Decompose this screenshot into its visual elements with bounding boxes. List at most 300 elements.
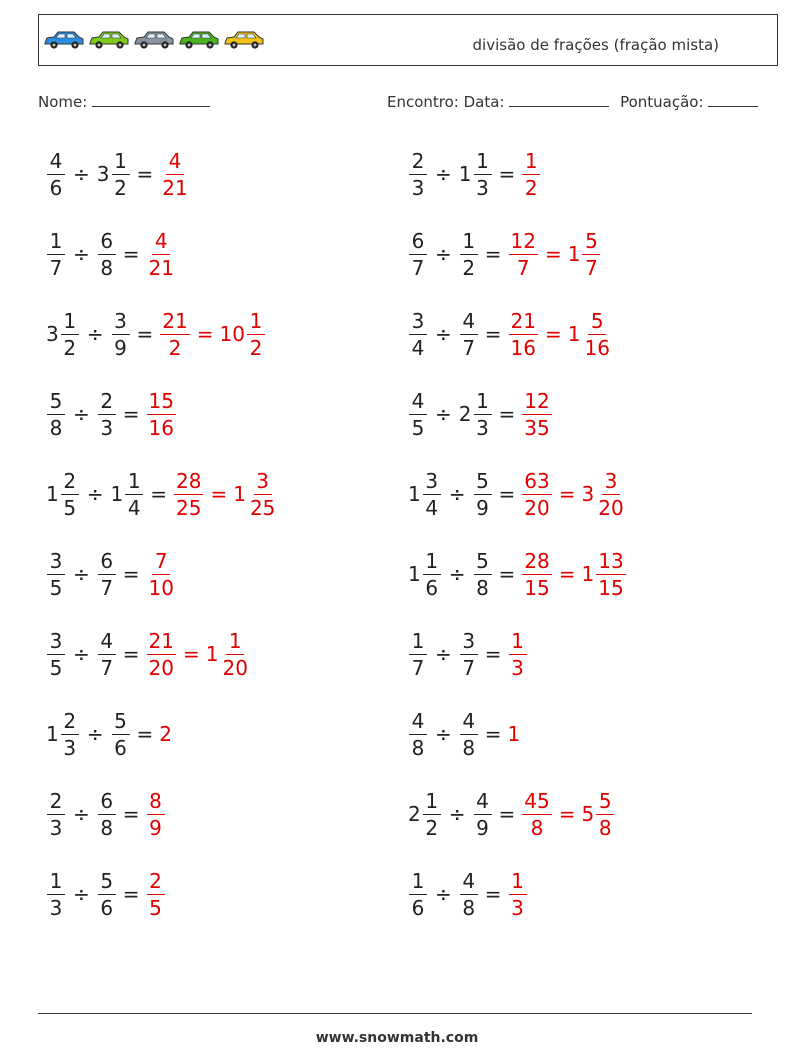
score-blank <box>708 92 758 107</box>
answer-fraction <box>596 468 625 520</box>
dividend-fraction <box>47 148 65 200</box>
car-icon <box>88 29 130 51</box>
answer-numerator: 21 <box>148 628 174 653</box>
dividend-numerator: 3 <box>423 471 441 495</box>
divide-sign: ÷ <box>86 322 104 346</box>
answer <box>205 628 251 680</box>
dividend-numerator: 1 <box>47 871 65 895</box>
equals-sign: = <box>558 482 576 506</box>
answer <box>508 308 539 360</box>
equals-sign: = <box>122 402 140 426</box>
car-icon <box>223 29 265 51</box>
dividend-whole: 1 <box>408 562 421 586</box>
divisor-denominator: 6 <box>114 735 127 760</box>
divisor-denominator: 8 <box>100 255 114 280</box>
divisor-numerator: 1 <box>474 151 492 175</box>
divisor-fraction <box>474 388 492 440</box>
equals-sign: = <box>558 562 576 586</box>
dividend-numerator: 4 <box>47 151 65 175</box>
answer-denominator: 20 <box>598 495 624 520</box>
problem-item <box>46 224 177 284</box>
equals-sign: = <box>544 242 562 266</box>
divisor-fraction <box>460 628 478 680</box>
dividend-numerator: 3 <box>47 631 65 655</box>
answer-fraction <box>247 308 265 360</box>
dividend-numerator: 2 <box>61 471 79 495</box>
equals-sign: = <box>196 322 214 346</box>
name-row <box>38 92 210 111</box>
score-label: Pontuação: <box>620 93 704 111</box>
dividend-fraction <box>61 468 79 520</box>
answer-fraction <box>509 228 538 280</box>
answer-denominator: 7 <box>516 255 530 280</box>
answer <box>233 468 278 520</box>
divisor-numerator: 1 <box>125 471 143 495</box>
car-icon <box>43 29 85 51</box>
equals-sign: = <box>484 642 502 666</box>
divisor-numerator: 4 <box>474 791 492 815</box>
divisor-fraction <box>112 708 130 760</box>
divide-sign: ÷ <box>73 642 90 666</box>
dividend-denominator: 3 <box>63 735 77 760</box>
divisor-denominator: 7 <box>100 575 114 600</box>
answer-fraction <box>248 468 277 520</box>
equals-sign: = <box>150 482 167 506</box>
equals-sign: = <box>484 322 502 346</box>
answer-fraction <box>596 788 614 840</box>
answer <box>581 548 626 600</box>
worksheet-title: divisão de frações (fração mista) <box>472 36 719 54</box>
answer-numerator: 2 <box>147 871 165 895</box>
answer-denominator: 2 <box>249 335 263 360</box>
divisor-numerator: 5 <box>474 471 492 495</box>
answer-numerator: 1 <box>522 151 540 175</box>
answer-denominator: 8 <box>530 815 544 840</box>
dividend-numerator: 5 <box>47 391 65 415</box>
problem-item <box>408 304 613 364</box>
problem-item <box>408 624 528 684</box>
dividend-fraction <box>47 788 65 840</box>
problem-item <box>408 704 521 764</box>
dividend-denominator: 8 <box>411 735 425 760</box>
answer-numerator: 3 <box>254 471 272 495</box>
dividend-numerator: 3 <box>47 551 65 575</box>
problem-item <box>46 784 166 844</box>
problem-item <box>408 864 528 924</box>
divisor-fraction <box>460 228 478 280</box>
equals-sign: = <box>484 242 502 266</box>
divisor-numerator: 6 <box>98 551 116 575</box>
answer-fraction <box>582 308 611 360</box>
equals-sign: = <box>544 322 562 346</box>
answer-denominator: 7 <box>585 255 598 280</box>
answer-numerator: 21 <box>510 308 536 333</box>
footer-site: www.snowmath.com <box>315 1030 479 1046</box>
answer-fraction <box>522 548 551 600</box>
divisor-numerator: 4 <box>460 871 478 895</box>
divide-sign: ÷ <box>73 162 90 186</box>
answer <box>581 788 615 840</box>
divisor-denominator: 2 <box>462 255 476 280</box>
problem-item <box>46 864 166 924</box>
divisor-denominator: 8 <box>100 815 114 840</box>
answer-numerator: 5 <box>588 311 606 335</box>
problem-item <box>46 384 177 444</box>
problem-item <box>408 784 615 844</box>
answer-denominator: 2 <box>524 175 538 200</box>
divisor-numerator: 4 <box>98 631 116 655</box>
equals-sign: = <box>122 882 140 906</box>
answer-numerator: 7 <box>152 551 170 575</box>
date-score-row <box>387 92 758 111</box>
answer-whole: 5 <box>581 802 595 826</box>
answer-numerator: 13 <box>598 548 624 573</box>
date-blank <box>509 92 609 107</box>
problem-item <box>46 704 173 764</box>
answer-numerator: 12 <box>524 388 550 413</box>
dividend-numerator: 4 <box>409 391 427 415</box>
answer <box>146 788 166 840</box>
answer-denominator: 3 <box>511 655 524 680</box>
divisor-fraction <box>125 468 143 520</box>
answer <box>508 228 539 280</box>
divisor-denominator: 9 <box>114 335 127 360</box>
divide-sign: ÷ <box>435 882 452 906</box>
dividend-fraction <box>423 788 441 840</box>
name-blank <box>92 92 210 107</box>
divisor-numerator: 1 <box>112 151 130 175</box>
encounter-date-label: Encontro: Data: <box>387 93 505 111</box>
dividend-denominator: 6 <box>425 575 439 600</box>
divisor-whole: 1 <box>110 482 124 506</box>
divisor-fraction <box>474 548 492 600</box>
divisor-numerator: 5 <box>98 871 116 895</box>
answer <box>219 308 265 360</box>
answer-whole: 1 <box>205 642 219 666</box>
answer <box>567 228 602 280</box>
answer-numerator: 3 <box>602 471 620 495</box>
divisor-denominator: 8 <box>476 575 489 600</box>
dividend-numerator: 4 <box>409 711 427 735</box>
answer <box>508 868 528 920</box>
divisor-fraction <box>460 868 478 920</box>
divisor-denominator: 8 <box>462 735 476 760</box>
dividend-fraction <box>409 308 427 360</box>
dividend-fraction <box>47 388 65 440</box>
dividend-fraction <box>409 388 427 440</box>
divisor-fraction <box>112 308 130 360</box>
divide-sign: ÷ <box>86 482 104 506</box>
answer <box>521 148 541 200</box>
divide-sign: ÷ <box>435 642 452 666</box>
answer-whole: 1 <box>233 482 246 506</box>
dividend-fraction <box>409 148 427 200</box>
divisor-numerator: 4 <box>460 311 478 335</box>
answer-numerator: 1 <box>509 871 527 895</box>
answer-numerator: 15 <box>148 388 174 413</box>
answer <box>146 228 177 280</box>
equals-sign: = <box>498 802 516 826</box>
equals-sign: = <box>122 642 140 666</box>
answer-fraction <box>509 868 527 920</box>
divisor-fraction <box>112 148 130 200</box>
dividend-denominator: 3 <box>411 175 425 200</box>
equals-sign: = <box>484 722 502 746</box>
answer-fraction <box>522 388 551 440</box>
answer-denominator: 25 <box>176 495 202 520</box>
answer-denominator: 2 <box>168 335 182 360</box>
dividend-whole: 2 <box>408 802 421 826</box>
problem-item <box>408 544 627 604</box>
problem-item <box>408 464 627 524</box>
dividend-denominator: 5 <box>49 575 63 600</box>
answer <box>521 388 552 440</box>
answer <box>173 468 204 520</box>
dividend-denominator: 2 <box>425 815 439 840</box>
equals-sign: = <box>122 242 140 266</box>
problem-item <box>46 304 266 364</box>
divisor-denominator: 7 <box>462 335 476 360</box>
answer-denominator: 21 <box>148 255 174 280</box>
divisor-denominator: 7 <box>462 655 476 680</box>
divide-sign: ÷ <box>448 802 466 826</box>
divisor-denominator: 7 <box>100 655 114 680</box>
answer-denominator: 5 <box>149 895 162 920</box>
divisor-fraction <box>98 548 116 600</box>
dividend-fraction <box>423 468 441 520</box>
divide-sign: ÷ <box>435 322 452 346</box>
equals-sign: = <box>210 482 228 506</box>
answer-numerator: 5 <box>596 791 614 815</box>
answer-numerator: 28 <box>524 548 550 573</box>
car-icons <box>43 29 265 51</box>
answer-numerator: 63 <box>524 468 550 493</box>
divide-sign: ÷ <box>86 722 104 746</box>
answer <box>508 722 522 746</box>
footer-divider <box>38 1013 752 1014</box>
divisor-fraction <box>98 788 116 840</box>
dividend-denominator: 7 <box>411 255 425 280</box>
answer-whole: 3 <box>581 482 595 506</box>
answer <box>146 548 177 600</box>
answer <box>159 148 190 200</box>
answer-fraction <box>147 868 165 920</box>
problem-item <box>408 224 601 284</box>
divide-sign: ÷ <box>435 402 452 426</box>
divisor-denominator: 6 <box>100 895 114 920</box>
answer-numerator: 1 <box>509 631 527 655</box>
divisor-denominator: 8 <box>462 895 476 920</box>
answer-denominator: 10 <box>148 575 174 600</box>
answer-denominator: 15 <box>524 575 550 600</box>
answer-fraction <box>522 468 551 520</box>
dividend-numerator: 6 <box>409 231 427 255</box>
problem-item <box>46 624 251 684</box>
dividend-denominator: 3 <box>49 815 63 840</box>
divisor-denominator: 3 <box>476 175 489 200</box>
answer <box>521 548 552 600</box>
equals-sign: = <box>136 722 154 746</box>
worksheet-header <box>38 14 778 66</box>
dividend-fraction <box>47 548 65 600</box>
equals-sign: = <box>558 802 576 826</box>
answer-fraction <box>596 548 625 600</box>
answer-whole: 1 <box>567 242 581 266</box>
answer-fraction <box>160 148 189 200</box>
answer-denominator: 16 <box>584 335 610 360</box>
divisor-denominator: 9 <box>476 495 489 520</box>
answer-denominator: 25 <box>249 495 276 520</box>
answer-whole: 1 <box>507 722 521 746</box>
answer-whole: 10 <box>219 322 245 346</box>
dividend-fraction <box>409 868 427 920</box>
answer <box>567 308 613 360</box>
answer-fraction <box>522 148 540 200</box>
equals-sign: = <box>484 882 502 906</box>
dividend-denominator: 7 <box>411 655 425 680</box>
divide-sign: ÷ <box>435 162 452 186</box>
answer <box>508 628 528 680</box>
dividend-denominator: 5 <box>49 655 63 680</box>
dividend-denominator: 4 <box>425 495 439 520</box>
divisor-whole: 2 <box>458 402 472 426</box>
answer-numerator: 8 <box>147 791 165 815</box>
divide-sign: ÷ <box>73 882 90 906</box>
answer-denominator: 15 <box>598 575 624 600</box>
equals-sign: = <box>122 802 140 826</box>
answer-denominator: 3 <box>511 895 524 920</box>
answer-numerator: 4 <box>152 231 170 255</box>
divisor-fraction <box>98 628 116 680</box>
divisor-numerator: 5 <box>112 711 130 735</box>
answer-denominator: 35 <box>524 415 550 440</box>
answer-numerator: 4 <box>166 151 184 175</box>
dividend-denominator: 2 <box>63 335 77 360</box>
divisor-numerator: 3 <box>112 311 130 335</box>
answer-fraction <box>147 388 176 440</box>
divisor-numerator: 6 <box>98 231 116 255</box>
dividend-fraction <box>409 628 427 680</box>
dividend-numerator: 3 <box>409 311 427 335</box>
answer-whole: 2 <box>159 722 172 746</box>
divisor-fraction <box>474 148 492 200</box>
answer-fraction <box>147 628 176 680</box>
answer-denominator: 16 <box>148 415 174 440</box>
answer-fraction <box>147 228 176 280</box>
divisor-fraction <box>460 708 478 760</box>
dividend-numerator: 2 <box>47 791 65 815</box>
answer-numerator: 21 <box>162 308 188 333</box>
dividend-fraction <box>61 308 79 360</box>
divisor-denominator: 2 <box>114 175 127 200</box>
answer-fraction <box>220 628 249 680</box>
equals-sign: = <box>136 322 154 346</box>
dividend-denominator: 4 <box>411 335 425 360</box>
answer <box>581 468 626 520</box>
divide-sign: ÷ <box>435 242 452 266</box>
divisor-fraction <box>474 468 492 520</box>
dividend-whole: 1 <box>46 722 59 746</box>
answer-numerator: 28 <box>176 468 202 493</box>
answer-denominator: 20 <box>222 655 248 680</box>
divisor-denominator: 3 <box>100 415 114 440</box>
answer-fraction <box>509 628 527 680</box>
name-label: Nome: <box>38 93 88 111</box>
dividend-denominator: 6 <box>411 895 425 920</box>
dividend-whole: 3 <box>46 322 59 346</box>
dividend-denominator: 5 <box>63 495 77 520</box>
divisor-numerator: 4 <box>460 711 478 735</box>
divisor-numerator: 3 <box>460 631 478 655</box>
dividend-numerator: 1 <box>409 631 427 655</box>
dividend-fraction <box>409 708 427 760</box>
divisor-numerator: 5 <box>474 551 492 575</box>
divisor-fraction <box>98 228 116 280</box>
divisor-fraction <box>474 788 492 840</box>
dividend-fraction <box>47 228 65 280</box>
answer-whole: 1 <box>567 322 581 346</box>
dividend-fraction <box>47 628 65 680</box>
divisor-denominator: 4 <box>127 495 141 520</box>
equals-sign: = <box>498 562 516 586</box>
answer <box>146 628 177 680</box>
dividend-numerator: 2 <box>61 711 79 735</box>
divide-sign: ÷ <box>73 802 90 826</box>
divisor-numerator: 2 <box>98 391 116 415</box>
equals-sign: = <box>498 402 516 426</box>
dividend-denominator: 8 <box>49 415 63 440</box>
divisor-numerator: 1 <box>460 231 478 255</box>
divisor-fraction <box>98 868 116 920</box>
divisor-whole: 1 <box>458 162 472 186</box>
problem-item <box>46 464 278 524</box>
answer <box>146 868 166 920</box>
problem-item <box>408 384 553 444</box>
answer-fraction <box>509 308 538 360</box>
dividend-denominator: 7 <box>49 255 63 280</box>
divisor-fraction <box>98 388 116 440</box>
dividend-fraction <box>47 868 65 920</box>
dividend-fraction <box>423 548 441 600</box>
dividend-numerator: 1 <box>423 551 441 575</box>
answer-denominator: 9 <box>149 815 162 840</box>
dividend-numerator: 1 <box>47 231 65 255</box>
answer-denominator: 16 <box>510 335 536 360</box>
answer-fraction <box>522 788 551 840</box>
dividend-numerator: 1 <box>61 311 79 335</box>
dividend-numerator: 1 <box>409 871 427 895</box>
car-icon <box>178 29 220 51</box>
equals-sign: = <box>498 162 516 186</box>
answer-numerator: 1 <box>247 311 265 335</box>
dividend-fraction <box>61 708 79 760</box>
dividend-whole: 1 <box>46 482 59 506</box>
dividend-denominator: 3 <box>49 895 63 920</box>
answer <box>521 788 552 840</box>
divide-sign: ÷ <box>73 242 90 266</box>
dividend-numerator: 1 <box>423 791 441 815</box>
answer-numerator: 1 <box>226 631 244 655</box>
divide-sign: ÷ <box>73 562 90 586</box>
problem-item <box>408 144 541 204</box>
divide-sign: ÷ <box>448 482 466 506</box>
answer <box>159 722 173 746</box>
equals-sign: = <box>136 162 154 186</box>
divide-sign: ÷ <box>448 562 466 586</box>
answer-whole: 1 <box>581 562 595 586</box>
answer-fraction <box>147 548 176 600</box>
answer-denominator: 20 <box>524 495 550 520</box>
